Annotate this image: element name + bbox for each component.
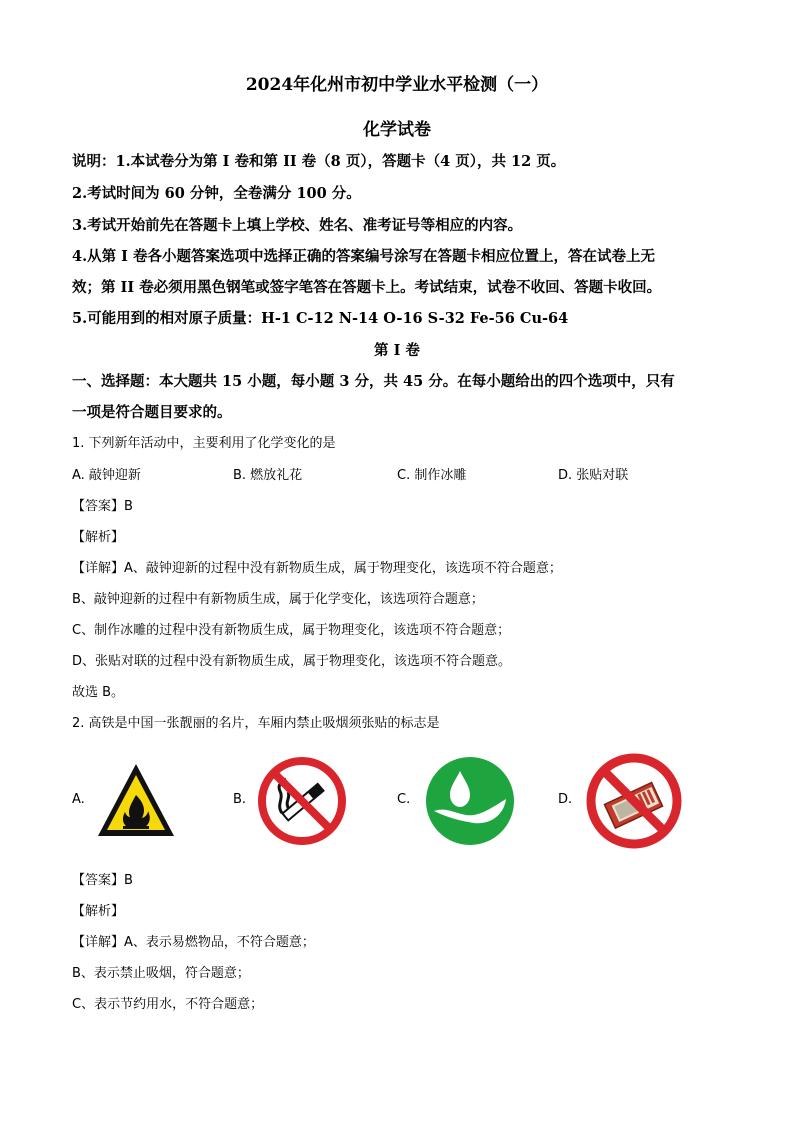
q1-option-d: D. 张贴对联 [558,468,629,483]
section-title: 第 I 卷 [374,342,420,359]
q1-answer: 【答案】B [72,499,133,514]
q1-conclusion: 故选 B。 [72,685,125,700]
q2-analysis-label: 【解析】 [72,904,125,919]
q1-option-a: A. 敲钟迎新 [72,468,141,483]
q1-detail-3: C、制作冰雕的过程中没有新物质生成，属于物理变化，该选项不符合题意； [72,623,511,638]
water-saving-icon [424,755,516,847]
q2-detail-3: C、表示节约用水，不符合题意； [72,997,264,1012]
no-matches-icon [585,752,683,850]
instruction-2: 2.考试时间为 60 分钟，全卷满分 100 分。 [72,185,361,202]
q1-option-b: B. 燃放礼花 [233,468,303,483]
instruction-4-cont: 效；第 II 卷必须用黑色钢笔或签字笔答在答题卡上。考试结束，试卷不收回、答题卡收回。 [72,279,662,296]
no-smoking-icon [256,755,348,847]
page-title: 2024年化州市初中学业水平检测（一） [245,75,549,95]
q2-option-b-label: B. [233,792,247,807]
instruction-1: 说明：1.本试卷分为第 I 卷和第 II 卷（8 页），答题卡（4 页），共 12 页。 [72,153,566,170]
section-heading: 一、选择题：本大题共 15 小题，每小题 3 分，共 45 分。在每小题给出的四个选项中，只有 [72,373,675,390]
q1-detail-2: B、敲钟迎新的过程中有新物质生成，属于化学变化，该选项符合题意； [72,592,484,607]
q2-detail-2: B、表示禁止吸烟，符合题意； [72,966,250,981]
instruction-3: 3.考试开始前先在答题卡上填上学校、姓名、准考证号等相应的内容。 [72,217,523,234]
flammable-warning-icon [96,762,176,838]
q2-answer: 【答案】B [72,873,133,888]
instruction-5: 5.可能用到的相对原子质量：H-1 C-12 N-14 O-16 S-32 Fe-56 Cu-64 [72,310,569,327]
q2-option-a-label: A. [72,792,85,807]
q1-detail-4: D、张贴对联的过程中没有新物质生成，属于物理变化，该选项不符合题意。 [72,654,512,669]
q2-option-c-label: C. [397,792,411,807]
question-1-stem: 1. 下列新年活动中，主要利用了化学变化的是 [72,436,336,451]
section-heading-cont: 一项是符合题目要求的。 [72,404,232,421]
question-2-stem: 2. 高铁是中国一张靓丽的名片，车厢内禁止吸烟须张贴的标志是 [72,716,440,731]
q2-detail-1: 【详解】A、表示易燃物品，不符合题意； [72,935,315,950]
q1-option-c: C. 制作冰雕 [397,468,467,483]
q2-option-d-label: D. [558,792,573,807]
q1-analysis-label: 【解析】 [72,530,125,545]
page-subtitle: 化学试卷 [363,120,431,140]
instruction-4: 4.从第 I 卷各小题答案选项中选择正确的答案编号涂写在答题卡相应位置上，答在试卷上无 [72,248,656,265]
q1-detail-1: 【详解】A、敲钟迎新的过程中没有新物质生成，属于物理变化，该选项不符合题意； [72,561,562,576]
